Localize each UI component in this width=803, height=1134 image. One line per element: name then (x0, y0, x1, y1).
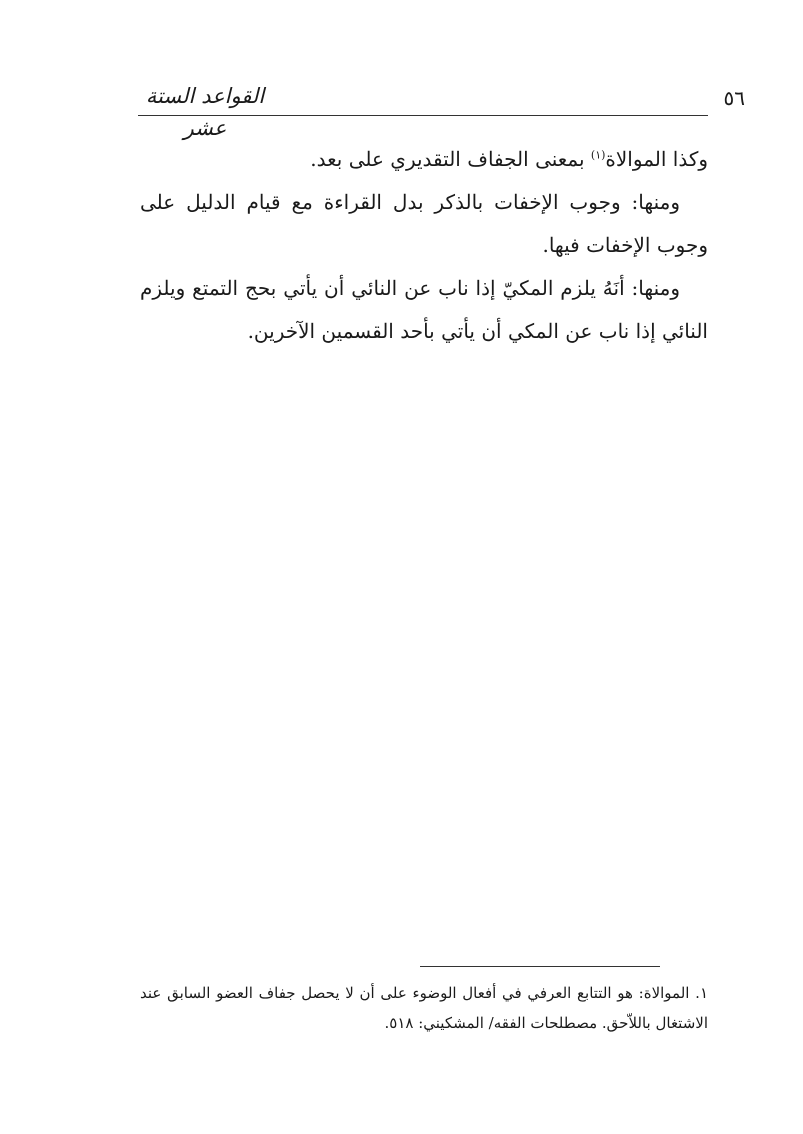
footnote-reference[interactable]: (١) (590, 148, 606, 162)
paragraph-2: ومنها: وجوب الإخفات بالذكر بدل القراءة مع قيام الدليل على وجوب الإخفات فيها. (140, 190, 708, 257)
footnote: ١. الموالاة: هو التتابع العرفي في أفعال الوضوء على أن لا يحصل جفاف العضو السابق عند الاشتغال باللاّحق. مصطلحات الفقه/ المشكيني: ٥١٨. (140, 984, 708, 1032)
header-divider (138, 115, 708, 116)
paragraph-1-end: بمعنى الجفاف التقديري على بعد. (310, 147, 591, 171)
paragraph-1-start: وكذا الموالاة (605, 147, 708, 171)
paragraph-3: ومنها: أنَهُ يلزم المكيّ إذا ناب عن النائي أن يأتي بحج التمتع ويلزم النائي إذا ناب عن المكي أن يأتي بأحد القسمين الآخرين. (140, 276, 708, 343)
page-number: ٥٦ (723, 86, 745, 110)
main-text (140, 138, 708, 353)
paragraph-1 (140, 138, 708, 181)
footnote-divider (420, 966, 660, 967)
running-header-title: القواعد الستة عشر (145, 84, 265, 140)
